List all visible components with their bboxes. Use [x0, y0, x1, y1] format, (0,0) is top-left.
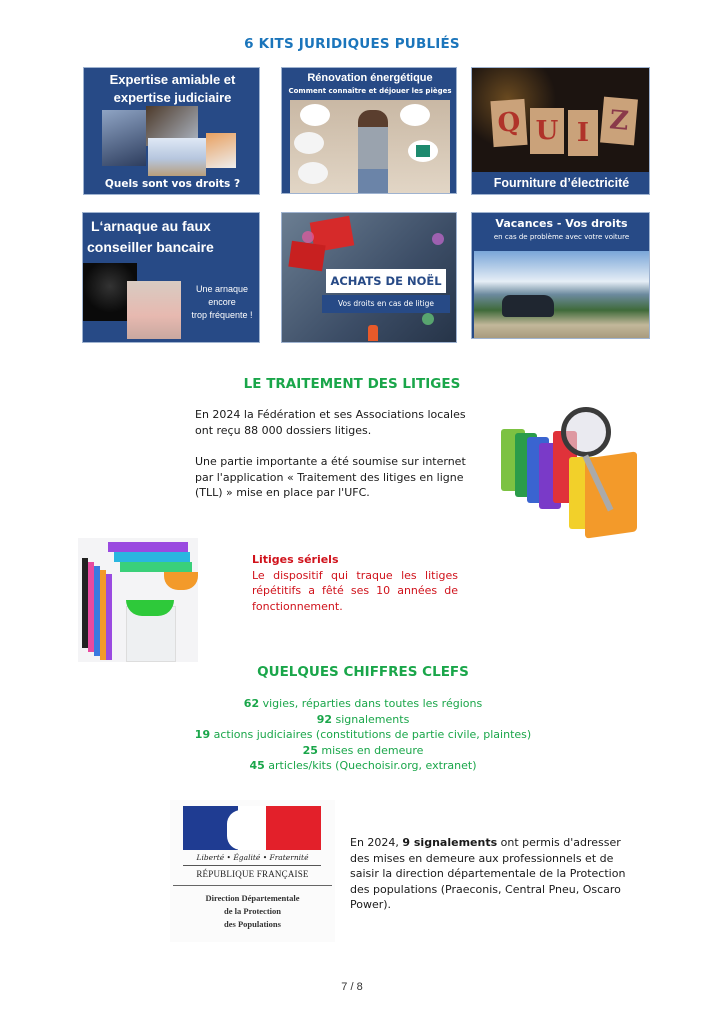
- folders-magnifier-illustration: [495, 405, 645, 537]
- kit-title-line1: Expertise amiable et: [109, 72, 236, 87]
- bokeh-light: [302, 231, 314, 243]
- chiffres-list: [150, 696, 576, 774]
- kit-subtitle: en cas de problème avec votre voiture: [493, 233, 630, 241]
- marianne-profile: [227, 810, 253, 850]
- gift-icon: [288, 241, 325, 271]
- stat-label: articles/kits (Quechoisir.org, extranet): [264, 759, 477, 772]
- kit-title-line2: expertise judiciaire: [113, 90, 232, 105]
- car-icon: [502, 295, 554, 317]
- bokeh-light: [422, 313, 434, 325]
- cone-icon: [368, 325, 378, 341]
- kit-side-line1: Une arnaque: [195, 284, 249, 294]
- quiz-letter: U: [530, 108, 564, 154]
- stat-label: mises en demeure: [317, 743, 424, 757]
- kit-subtitle: Vos droits en cas de litige: [322, 295, 450, 313]
- kit-side-line2: encore: [208, 297, 236, 307]
- damage-photo: [148, 138, 206, 176]
- stat-label: vigies, réparties dans toutes les régions: [259, 697, 483, 710]
- mountain-road-photo: [474, 251, 649, 338]
- ddpp-text-bold: 9 signalements: [402, 836, 498, 849]
- stat-number: 92: [316, 712, 332, 726]
- kit-card-expertise[interactable]: [83, 67, 260, 195]
- kit-title: Vacances - Vos droits: [495, 217, 628, 230]
- sleeve-edge: [106, 574, 112, 660]
- sheet-protectors-illustration: [78, 538, 198, 662]
- litiges-para1: En 2024 la Fédération et ses Associations locales ont reçu 88 000 dossiers litiges.: [195, 408, 466, 437]
- litiges-heading: LE TRAITEMENT DES LITIGES: [243, 376, 461, 392]
- logo-motto: Liberté • Égalité • Fraternité: [196, 853, 309, 862]
- kit-card-renovation[interactable]: [281, 67, 457, 194]
- stat-item: [150, 743, 576, 759]
- stat-number: 25: [302, 743, 318, 757]
- quiz-letter: I: [568, 110, 598, 156]
- stat-item: [150, 727, 576, 743]
- stat-label: signalements: [332, 712, 410, 726]
- office-photo: [206, 133, 236, 168]
- logo-dept-line2: de la Protection: [224, 906, 281, 916]
- victim-photo: [127, 281, 181, 339]
- sleeve-top: [108, 542, 188, 552]
- bubble-icon: [294, 132, 324, 154]
- ddpp-text-before: En 2024,: [350, 836, 403, 849]
- chiffres-heading: QUELQUES CHIFFRES CLEFS: [257, 664, 469, 680]
- stat-number: 45: [249, 759, 265, 772]
- ddpp-text-after: ont permis d'adresser des mises en demeure aux professionnels et de saisir la direction départementale de la Protection des populations (Praeconis, Central Pneu, Oscaro Power).: [350, 836, 626, 911]
- bubble-icon: [298, 162, 328, 184]
- kit-card-arnaque[interactable]: [82, 212, 260, 343]
- seriels-title: Litiges sériels: [252, 553, 339, 566]
- ddpp-logo: [170, 800, 335, 942]
- kit-title: Rénovation énergétique: [307, 72, 433, 84]
- kit-title-line2: conseiller bancaire: [87, 239, 214, 255]
- logo-divider: [183, 865, 321, 866]
- bubble-rge-icon: [408, 140, 438, 162]
- kit-footer: Quels sont vos droits ?: [104, 178, 241, 190]
- page-number: 7 / 8: [341, 981, 363, 993]
- seriels-text: Le dispositif qui traque les litiges répétitifs a fêté ses 10 années de fonctionnement.: [252, 568, 458, 613]
- kit-subtitle: Comment connaître et déjouer les pièges: [288, 87, 452, 95]
- quiz-letter: Z: [600, 97, 638, 146]
- sleeve-top: [114, 552, 190, 562]
- woman-figure: [358, 110, 388, 194]
- bokeh-light: [432, 233, 444, 245]
- mechanic-photo: [102, 110, 146, 166]
- stat-item: [150, 712, 576, 728]
- logo-republic: RÉPUBLIQUE FRANÇAISE: [196, 869, 309, 879]
- kit-title: ACHATS DE NOËL: [326, 269, 446, 293]
- stat-label: actions judiciaires (constitutions de partie civile, plaintes): [210, 728, 532, 741]
- logo-dept-line3: des Populations: [224, 919, 281, 929]
- litiges-seriels: [252, 552, 458, 614]
- kit-side-line3: trop fréquente !: [191, 310, 253, 320]
- kit-card-quiz[interactable]: [471, 67, 650, 195]
- stat-item: [150, 696, 576, 712]
- ddpp-text: [350, 835, 642, 913]
- kit-title-line1: L‘arnaque au faux: [91, 218, 211, 234]
- logo-divider: [173, 885, 332, 886]
- magnifier-icon: [561, 407, 611, 457]
- stat-number: 62: [243, 697, 260, 710]
- stat-number: 19: [194, 728, 211, 741]
- bubble-france-renov-icon: [400, 104, 430, 126]
- stat-item: [150, 758, 576, 774]
- renovation-photo: [290, 100, 450, 194]
- kit-card-noel[interactable]: [281, 212, 457, 343]
- bubble-dpe-icon: [300, 104, 330, 126]
- litiges-para2: Une partie importante a été soumise sur internet par l'application « Traitement des litiges en ligne (TLL) » mise en place par l'UFC.: [195, 455, 466, 499]
- logo-dept-line1: Direction Départementale: [205, 893, 300, 903]
- quiz-letter: Q: [490, 99, 527, 147]
- kit-card-vacances[interactable]: [471, 212, 650, 339]
- sleeve-top: [120, 562, 192, 572]
- kit-footer: Fourniture d’électricité: [493, 176, 630, 190]
- marianne-flag-icon: [183, 806, 321, 850]
- sleeve-flap: [164, 572, 198, 590]
- kits-heading: 6 KITS JURIDIQUES PUBLIÉS: [244, 36, 460, 52]
